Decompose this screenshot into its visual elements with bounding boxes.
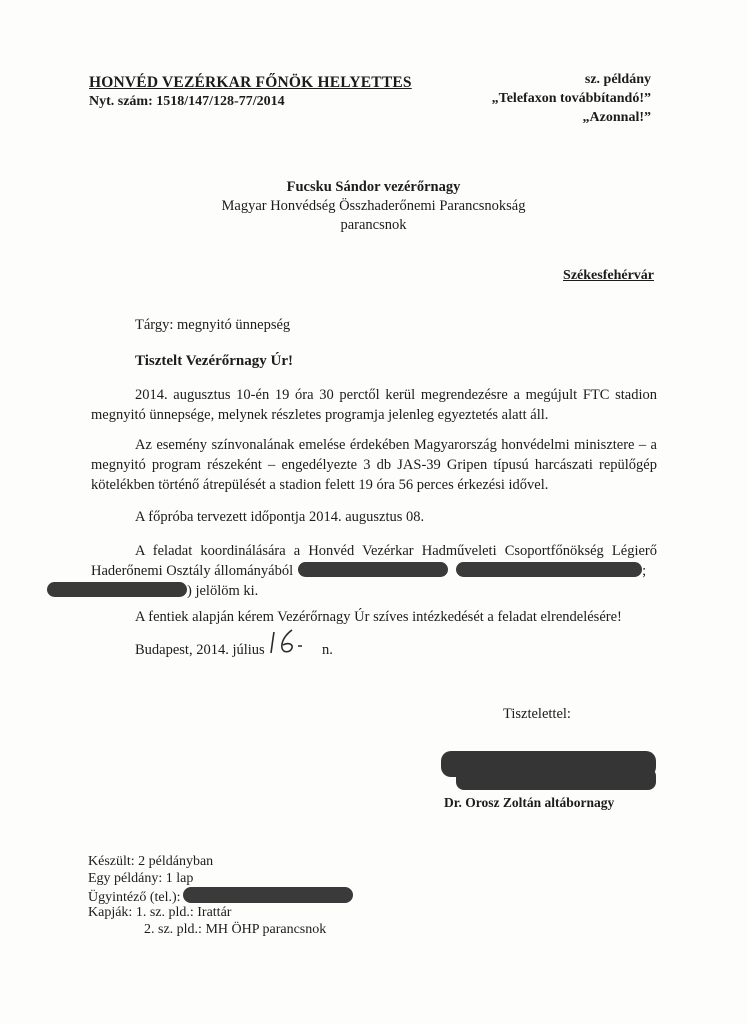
salutation: Tisztelt Vezérőrnagy Úr! [135, 353, 294, 369]
handwritten-day [268, 642, 308, 659]
redaction-bar [47, 582, 187, 597]
issuer-title: HONVÉD VEZÉRKAR FŐNÖK HELYETTES [89, 74, 412, 91]
redaction-bar [298, 562, 448, 577]
closing: Tisztelettel: [503, 706, 571, 722]
place-date [135, 642, 333, 659]
addressee-organization: Magyar Honvédség Összhaderőnemi Parancsnokság [221, 198, 526, 214]
copy-label: sz. példány [584, 72, 651, 87]
signer-name: Dr. Orosz Zoltán altábornagy [444, 795, 615, 810]
footer-prepared: Készült: 2 példányban [88, 854, 214, 869]
paragraph-4-ending: ) jelölöm ki. [187, 583, 259, 599]
redaction-bar [183, 887, 353, 903]
reference-number: Nyt. szám: 1518/147/128-77/2014 [89, 94, 285, 109]
paragraph-2: Az esemény színvonalának emelése érdekében Magyarország honvédelmi minisztere – a megnyitó program részeként – engedélyezte 3 db JAS-39 Gripen típusú harcászati repülőgép kötelékben történő átrepülését a stadion felett 19 óra 56 perces érkezési idővel. [91, 437, 657, 493]
addressee-city: Székesfehérvár [563, 268, 654, 283]
place-date-suffix: n. [321, 642, 333, 658]
subject-line: Tárgy: megnyitó ünnepség [135, 317, 291, 333]
footer-officer-label: Ügyintéző (tel.): [88, 890, 181, 905]
signature-redaction [456, 768, 656, 790]
footer-recipients: Kapják: 1. sz. pld.: Irattár [88, 905, 232, 920]
redaction-bar [456, 562, 642, 577]
paragraph-4 [91, 541, 657, 601]
addressee-name: Fucsku Sándor vezérőrnagy [286, 179, 461, 195]
paragraph-1: 2014. augusztus 10-én 19 óra 30 perctől kerül megrendezésre a megújult FTC stadion megnyitó ünnepsége, melynek részletes programja jelenleg egyeztetés alatt áll. [91, 387, 657, 423]
addressee-role: parancsnok [340, 217, 407, 233]
footer-per-copy: Egy példány: 1 lap [88, 871, 194, 886]
paragraph-3: A főpróba tervezett időpontja 2014. augusztus 08. [135, 509, 425, 525]
fax-note: „Telefaxon továbbítandó!” [491, 91, 651, 106]
paragraph-4-semicolon: ; [642, 563, 647, 579]
place-date-prefix: Budapest, 2014. július [135, 642, 265, 658]
urgent-note: „Azonnal!” [582, 110, 651, 125]
footer-recipient-2: 2. sz. pld.: MH ÖHP parancsnok [144, 922, 327, 937]
paragraph-4-text: A feladat koordinálására a Honvéd Vezérkar Hadműveleti Csoportfőnökség Légierő Haderőnemi Osztály állományából [91, 543, 657, 579]
paragraph-5: A fentiek alapján kérem Vezérőrnagy Úr szíves intézkedését a feladat elrendelésére! [135, 609, 622, 625]
